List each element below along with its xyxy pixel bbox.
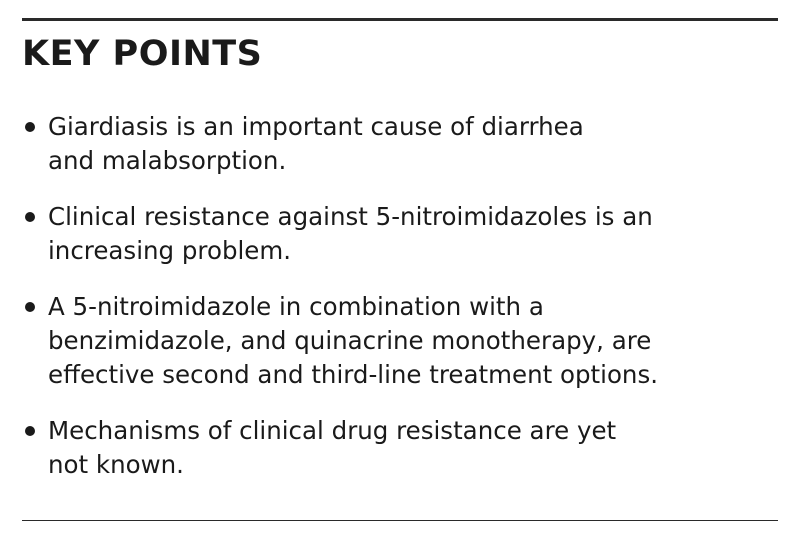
key-point-line: benzimidazole, and quinacrine monotherapy, are [48, 326, 652, 355]
bullet-icon [25, 426, 35, 436]
key-point-line: Giardiasis is an important cause of diarrhea [48, 112, 584, 141]
key-points-box [22, 0, 778, 554]
key-point-item [22, 414, 778, 482]
bullet-icon [25, 302, 35, 312]
key-point-line: Mechanisms of clinical drug resistance are yet [48, 416, 617, 445]
key-point-item [22, 290, 778, 392]
key-point-item [22, 110, 778, 178]
bullet-icon [25, 212, 35, 222]
key-point-line: Clinical resistance against 5-nitroimidazoles is an [48, 202, 653, 231]
key-point-line: effective second and third-line treatment options. [48, 360, 659, 389]
key-points-list [22, 110, 778, 504]
key-point-line: A 5-nitroimidazole in combination with a [48, 292, 544, 321]
key-point-line: increasing problem. [48, 236, 292, 265]
key-point-item [22, 200, 778, 268]
top-rule [22, 18, 778, 21]
key-points-heading: KEY POINTS [22, 34, 263, 74]
key-point-line: not known. [48, 450, 184, 479]
key-point-line: and malabsorption. [48, 146, 287, 175]
bullet-icon [25, 122, 35, 132]
bottom-rule [22, 520, 778, 521]
